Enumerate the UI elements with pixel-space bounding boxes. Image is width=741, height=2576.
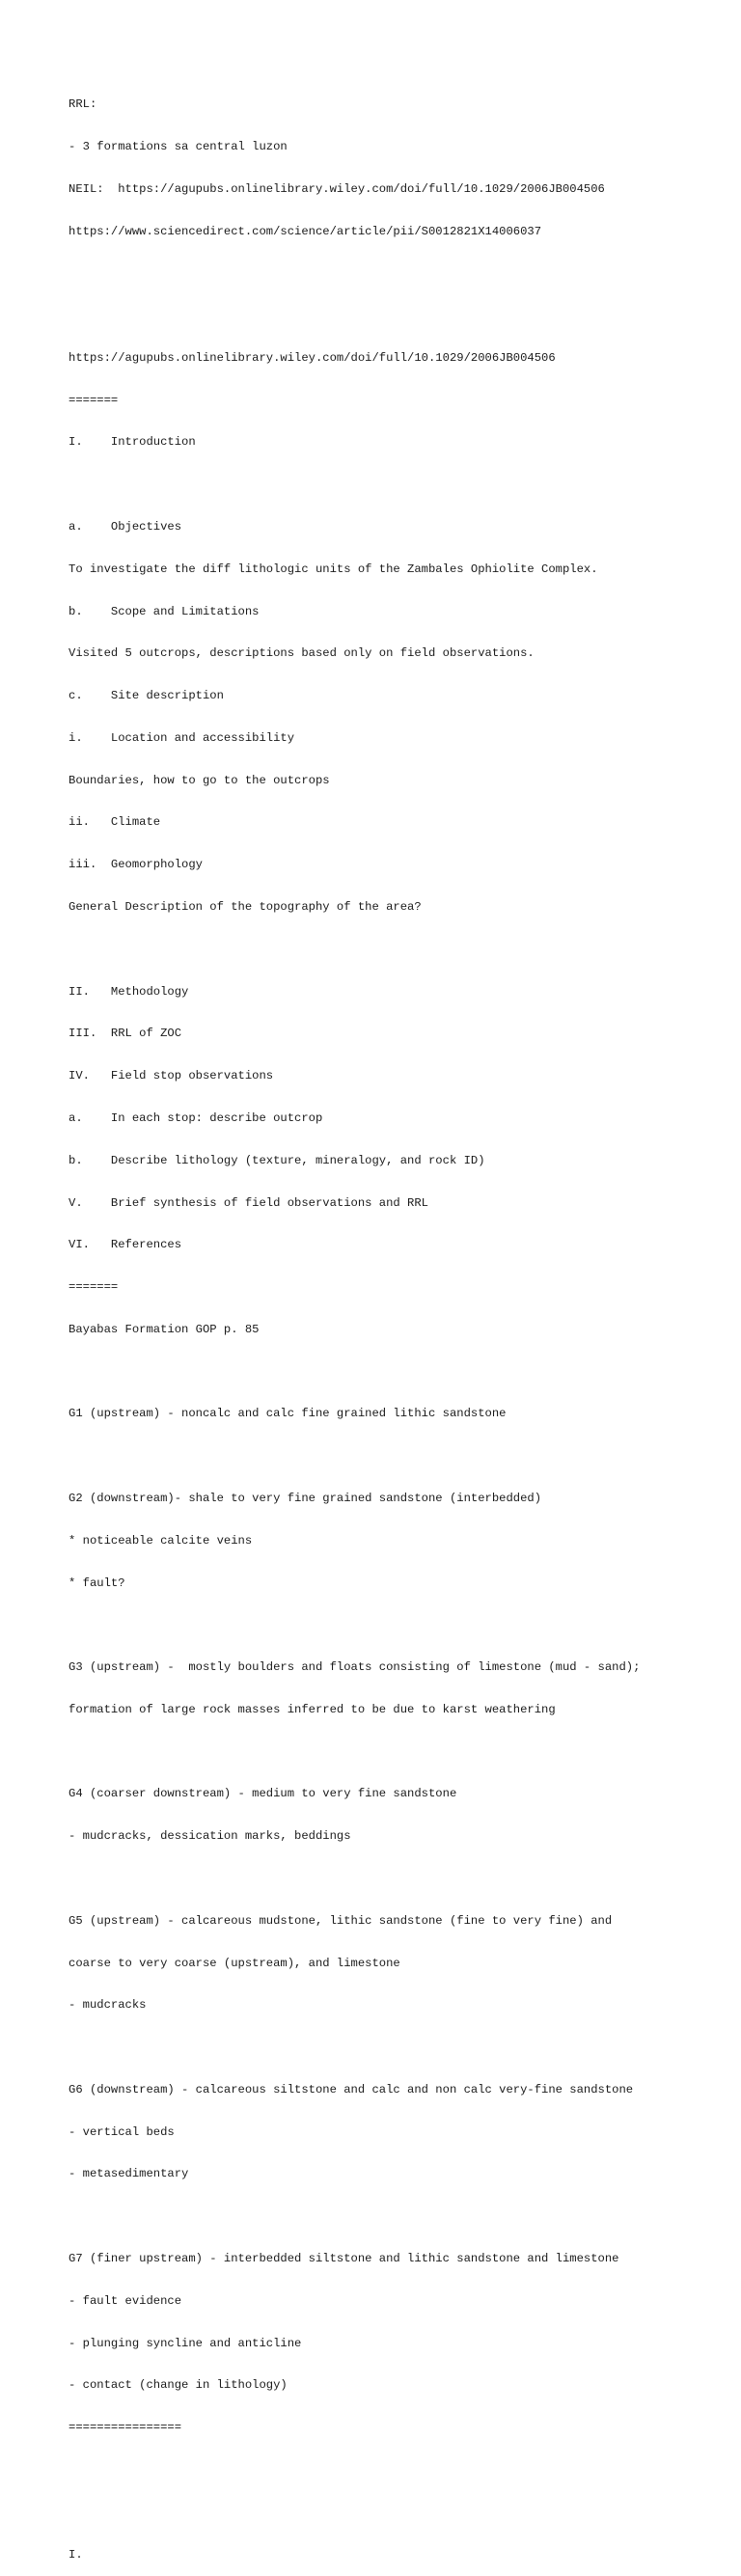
bullet-line: - vertical beds	[69, 2124, 175, 2139]
text-line: G6 (downstream) - calcareous siltstone and calc and non calc very-fine sandstone	[69, 2082, 634, 2096]
blank-line	[69, 266, 725, 281]
separator-line: =======	[69, 393, 119, 407]
section-heading: I. Introduction	[69, 435, 196, 450]
subsection-heading: iii. Geomorphology	[69, 858, 203, 872]
section-heading: IV. Field stop observations	[69, 1069, 274, 1083]
separator-line: ================	[69, 2421, 182, 2435]
document-body	[69, 69, 725, 2576]
separator-line: =======	[69, 1280, 119, 1295]
subsection-heading: c. Site description	[69, 689, 224, 703]
subsection-heading: b. Scope and Limitations	[69, 604, 260, 618]
text-line: RRL:	[69, 97, 97, 112]
section-heading: V. Brief synthesis of field observations and RRL	[69, 1195, 428, 1210]
bullet-line: - mudcracks	[69, 1998, 147, 2013]
subsection-heading: i. Location and accessibility	[69, 730, 295, 745]
bullet-line: - fault evidence	[69, 2293, 182, 2308]
subsection-heading: a. In each stop: describe outcrop	[69, 1110, 323, 1125]
text-line: To investigate the diff lithologic units of the Zambales Ophiolite Complex.	[69, 562, 598, 576]
text-line: https://agupubs.onlinelibrary.wiley.com/doi/full/10.1029/2006JB004506	[69, 350, 556, 365]
blank-line	[69, 1618, 725, 1632]
bullet-line: * noticeable calcite veins	[69, 1533, 253, 1548]
text-line: G2 (downstream)- shale to very fine grained sandstone (interbedded)	[69, 1491, 542, 1505]
subsection-heading: ii. Climate	[69, 815, 161, 830]
bullet-line: - metasedimentary	[69, 2167, 189, 2181]
text-line: coarse to very coarse (upstream), and limestone	[69, 1956, 400, 1970]
subsection-heading: b. Describe lithology (texture, mineralogy, and rock ID)	[69, 1153, 485, 1167]
blank-line	[69, 1365, 725, 1380]
text-line: - 3 formations sa central luzon	[69, 139, 288, 153]
blank-line	[69, 478, 725, 492]
text-line: G5 (upstream) - calcareous mudstone, lithic sandstone (fine to very fine) and	[69, 1913, 613, 1928]
blank-line	[69, 943, 725, 957]
text-line: Bayabas Formation GOP p. 85	[69, 1322, 260, 1336]
text-line: G3 (upstream) - mostly boulders and floats consisting of limestone (mud - sand);	[69, 1660, 641, 1675]
section-heading: VI. References	[69, 1238, 182, 1252]
text-line: General Description of the topography of the area?	[69, 900, 422, 915]
blank-line	[69, 2041, 725, 2055]
section-heading: I.	[69, 2547, 83, 2562]
blank-line	[69, 2463, 725, 2478]
text-line: G7 (finer upstream) - interbedded siltstone and lithic sandstone and limestone	[69, 2252, 619, 2266]
bullet-line: * fault?	[69, 1576, 125, 1590]
section-heading: III. RRL of ZOC	[69, 1027, 182, 1041]
bullet-line: - mudcracks, dessication marks, beddings	[69, 1829, 351, 1844]
bullet-line: - contact (change in lithology)	[69, 2378, 288, 2393]
bullet-line: - plunging syncline and anticline	[69, 2336, 302, 2350]
blank-line	[69, 2209, 725, 2224]
text-line: G4 (coarser downstream) - medium to very fine sandstone	[69, 1787, 457, 1801]
text-line: Visited 5 outcrops, descriptions based only on field observations.	[69, 646, 535, 661]
subsection-heading: a. Objectives	[69, 520, 182, 534]
text-line: https://www.sciencedirect.com/science/article/pii/S0012821X14006037	[69, 224, 542, 238]
blank-line	[69, 1745, 725, 1760]
text-line: G1 (upstream) - noncalc and calc fine grained lithic sandstone	[69, 1407, 507, 1421]
blank-line	[69, 1449, 725, 1464]
blank-line	[69, 2506, 725, 2520]
text-line: NEIL: https://agupubs.onlinelibrary.wiley.com/doi/full/10.1029/2006JB004506	[69, 181, 605, 196]
text-line: Boundaries, how to go to the outcrops	[69, 773, 330, 787]
section-heading: II. Methodology	[69, 984, 189, 999]
blank-line	[69, 1872, 725, 1886]
blank-line	[69, 309, 725, 323]
text-line: formation of large rock masses inferred to be due to karst weathering	[69, 1702, 556, 1716]
